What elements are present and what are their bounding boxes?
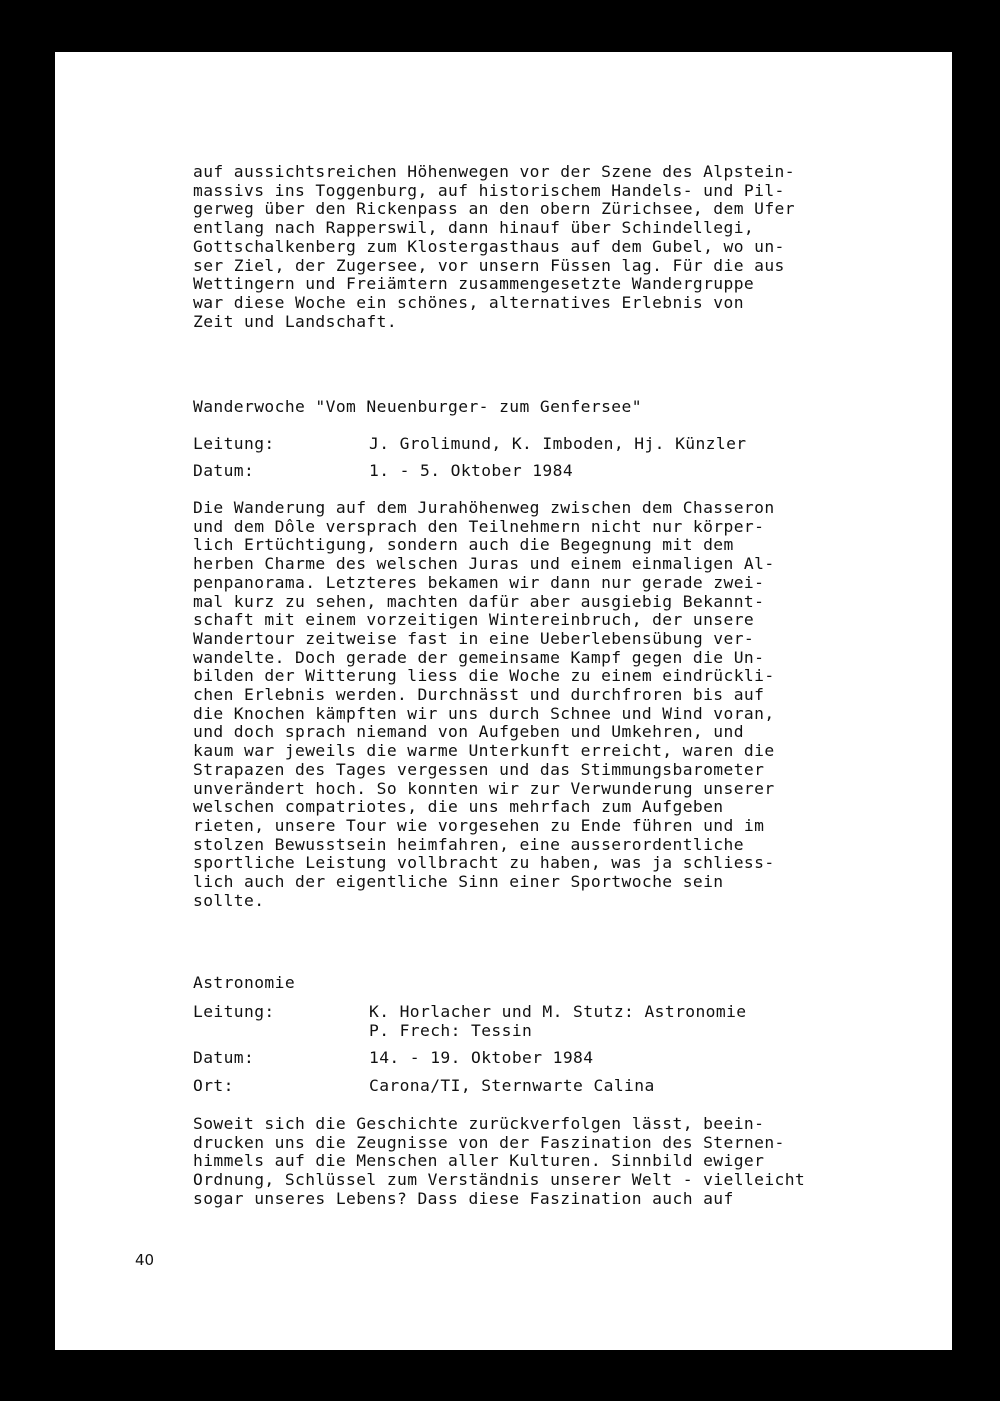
body-line: sportliche Leistung vollbracht zu haben, was ja schliess- <box>193 853 775 873</box>
body-line: sollte. <box>193 890 265 910</box>
leitung-label: Leitung: <box>193 1002 275 1021</box>
datum-value: 1. - 5. Oktober 1984 <box>369 461 574 480</box>
body-line: rieten, unsere Tour wie vorgesehen zu Ende führen und im <box>193 815 765 835</box>
document-page <box>55 52 952 1350</box>
intro-line: auf aussichtsreichen Höhenwegen vor der Szene des Alpstein- <box>193 162 795 181</box>
body-line: lich auch der eigentliche Sinn einer Sportwoche sein <box>193 872 724 892</box>
body-line: lich Ertüchtigung, sondern auch die Begegnung mit dem <box>193 535 734 555</box>
body-line: sogar unseres Lebens? Dass diese Faszination auch auf <box>193 1188 734 1208</box>
leitung-label: Leitung: <box>193 434 275 453</box>
intro-line: massivs ins Toggenburg, auf historischem Handels- und Pil- <box>193 180 785 200</box>
intro-line: Zeit und Landschaft. <box>193 311 398 331</box>
intro-line: war diese Woche ein schönes, alternatives Erlebnis von <box>193 292 744 312</box>
page-number: 40 <box>135 1251 155 1269</box>
astronomie-ort-row <box>193 1076 913 1096</box>
body-line: Soweit sich die Geschichte zurückverfolgen lässt, beein- <box>193 1114 765 1133</box>
leitung-value-2: P. Frech: Tessin <box>369 1021 533 1040</box>
body-line: wandelte. Doch gerade der gemeinsame Kampf gegen die Un- <box>193 647 765 667</box>
leitung-value: J. Grolimund, K. Imboden, Hj. Künzler <box>369 434 747 453</box>
body-line: und doch sprach niemand von Aufgeben und Umkehren, und <box>193 722 744 742</box>
datum-value: 14. - 19. Oktober 1984 <box>369 1048 594 1067</box>
body-line: Wandertour zeitweise fast in eine Ueberlebensübung ver- <box>193 628 755 648</box>
body-line: Die Wanderung auf dem Jurahöhenweg zwischen dem Chasseron <box>193 498 775 517</box>
wanderwoche-title: Wanderwoche "Vom Neuenburger- zum Genfersee" <box>193 397 642 416</box>
intro-line: entlang nach Rapperswil, dann hinauf über Schindellegi, <box>193 218 755 238</box>
wanderwoche-datum-row <box>193 461 913 481</box>
datum-label: Datum: <box>193 461 255 480</box>
astronomie-body <box>193 1115 805 1209</box>
leitung-value: K. Horlacher und M. Stutz: Astronomie <box>369 1002 747 1021</box>
body-line: Strapazen des Tages vergessen und das Stimmungsbarometer <box>193 759 765 779</box>
astronomie-leitung-row-2 <box>193 1021 913 1041</box>
body-line: kaum war jeweils die warme Unterkunft erreicht, waren die <box>193 741 775 761</box>
wanderwoche-body <box>193 499 775 910</box>
wanderwoche-leitung-row <box>193 434 913 454</box>
intro-line: Wettingern und Freiämtern zusammengesetzte Wandergruppe <box>193 274 755 294</box>
body-line: herben Charme des welschen Juras und einem einmaligen Al- <box>193 554 775 574</box>
body-line: bilden der Witterung liess die Woche zu einem eindrückli- <box>193 666 775 686</box>
datum-label: Datum: <box>193 1048 255 1067</box>
intro-line: ser Ziel, der Zugersee, vor unsern Füssen lag. Für die aus <box>193 255 785 275</box>
body-line: schaft mit einem vorzeitigen Wintereinbruch, der unsere <box>193 610 755 630</box>
body-line: die Knochen kämpften wir uns durch Schnee und Wind voran, <box>193 703 775 723</box>
intro-line: gerweg über den Rickenpass an den obern Zürichsee, dem Ufer <box>193 199 795 219</box>
intro-paragraph <box>193 163 795 331</box>
astronomie-datum-row <box>193 1048 913 1068</box>
body-line: penpanorama. Letzteres bekamen wir dann nur gerade zwei- <box>193 572 765 592</box>
ort-value: Carona/TI, Sternwarte Calina <box>369 1076 655 1095</box>
body-line: Ordnung, Schlüssel zum Verständnis unserer Welt - vielleicht <box>193 1170 806 1190</box>
intro-line: Gottschalkenberg zum Klostergasthaus auf dem Gubel, wo un- <box>193 236 785 256</box>
body-line: unverändert hoch. So konnten wir zur Verwunderung unserer <box>193 778 775 798</box>
body-line: welschen compatriotes, die uns mehrfach zum Aufgeben <box>193 797 724 817</box>
body-line: himmels auf die Menschen aller Kulturen. Sinnbild ewiger <box>193 1151 765 1171</box>
body-line: und dem Dôle versprach den Teilnehmern nicht nur körper- <box>193 516 765 536</box>
body-line: mal kurz zu sehen, machten dafür aber ausgiebig Bekannt- <box>193 591 765 611</box>
body-line: chen Erlebnis werden. Durchnässt und durchfroren bis auf <box>193 685 765 705</box>
astronomie-title: Astronomie <box>193 973 296 992</box>
astronomie-leitung-row <box>193 1002 913 1022</box>
body-line: drucken uns die Zeugnisse von der Faszination des Sternen- <box>193 1132 785 1152</box>
body-line: stolzen Bewusstsein heimfahren, eine ausserordentliche <box>193 834 744 854</box>
ort-label: Ort: <box>193 1076 234 1095</box>
